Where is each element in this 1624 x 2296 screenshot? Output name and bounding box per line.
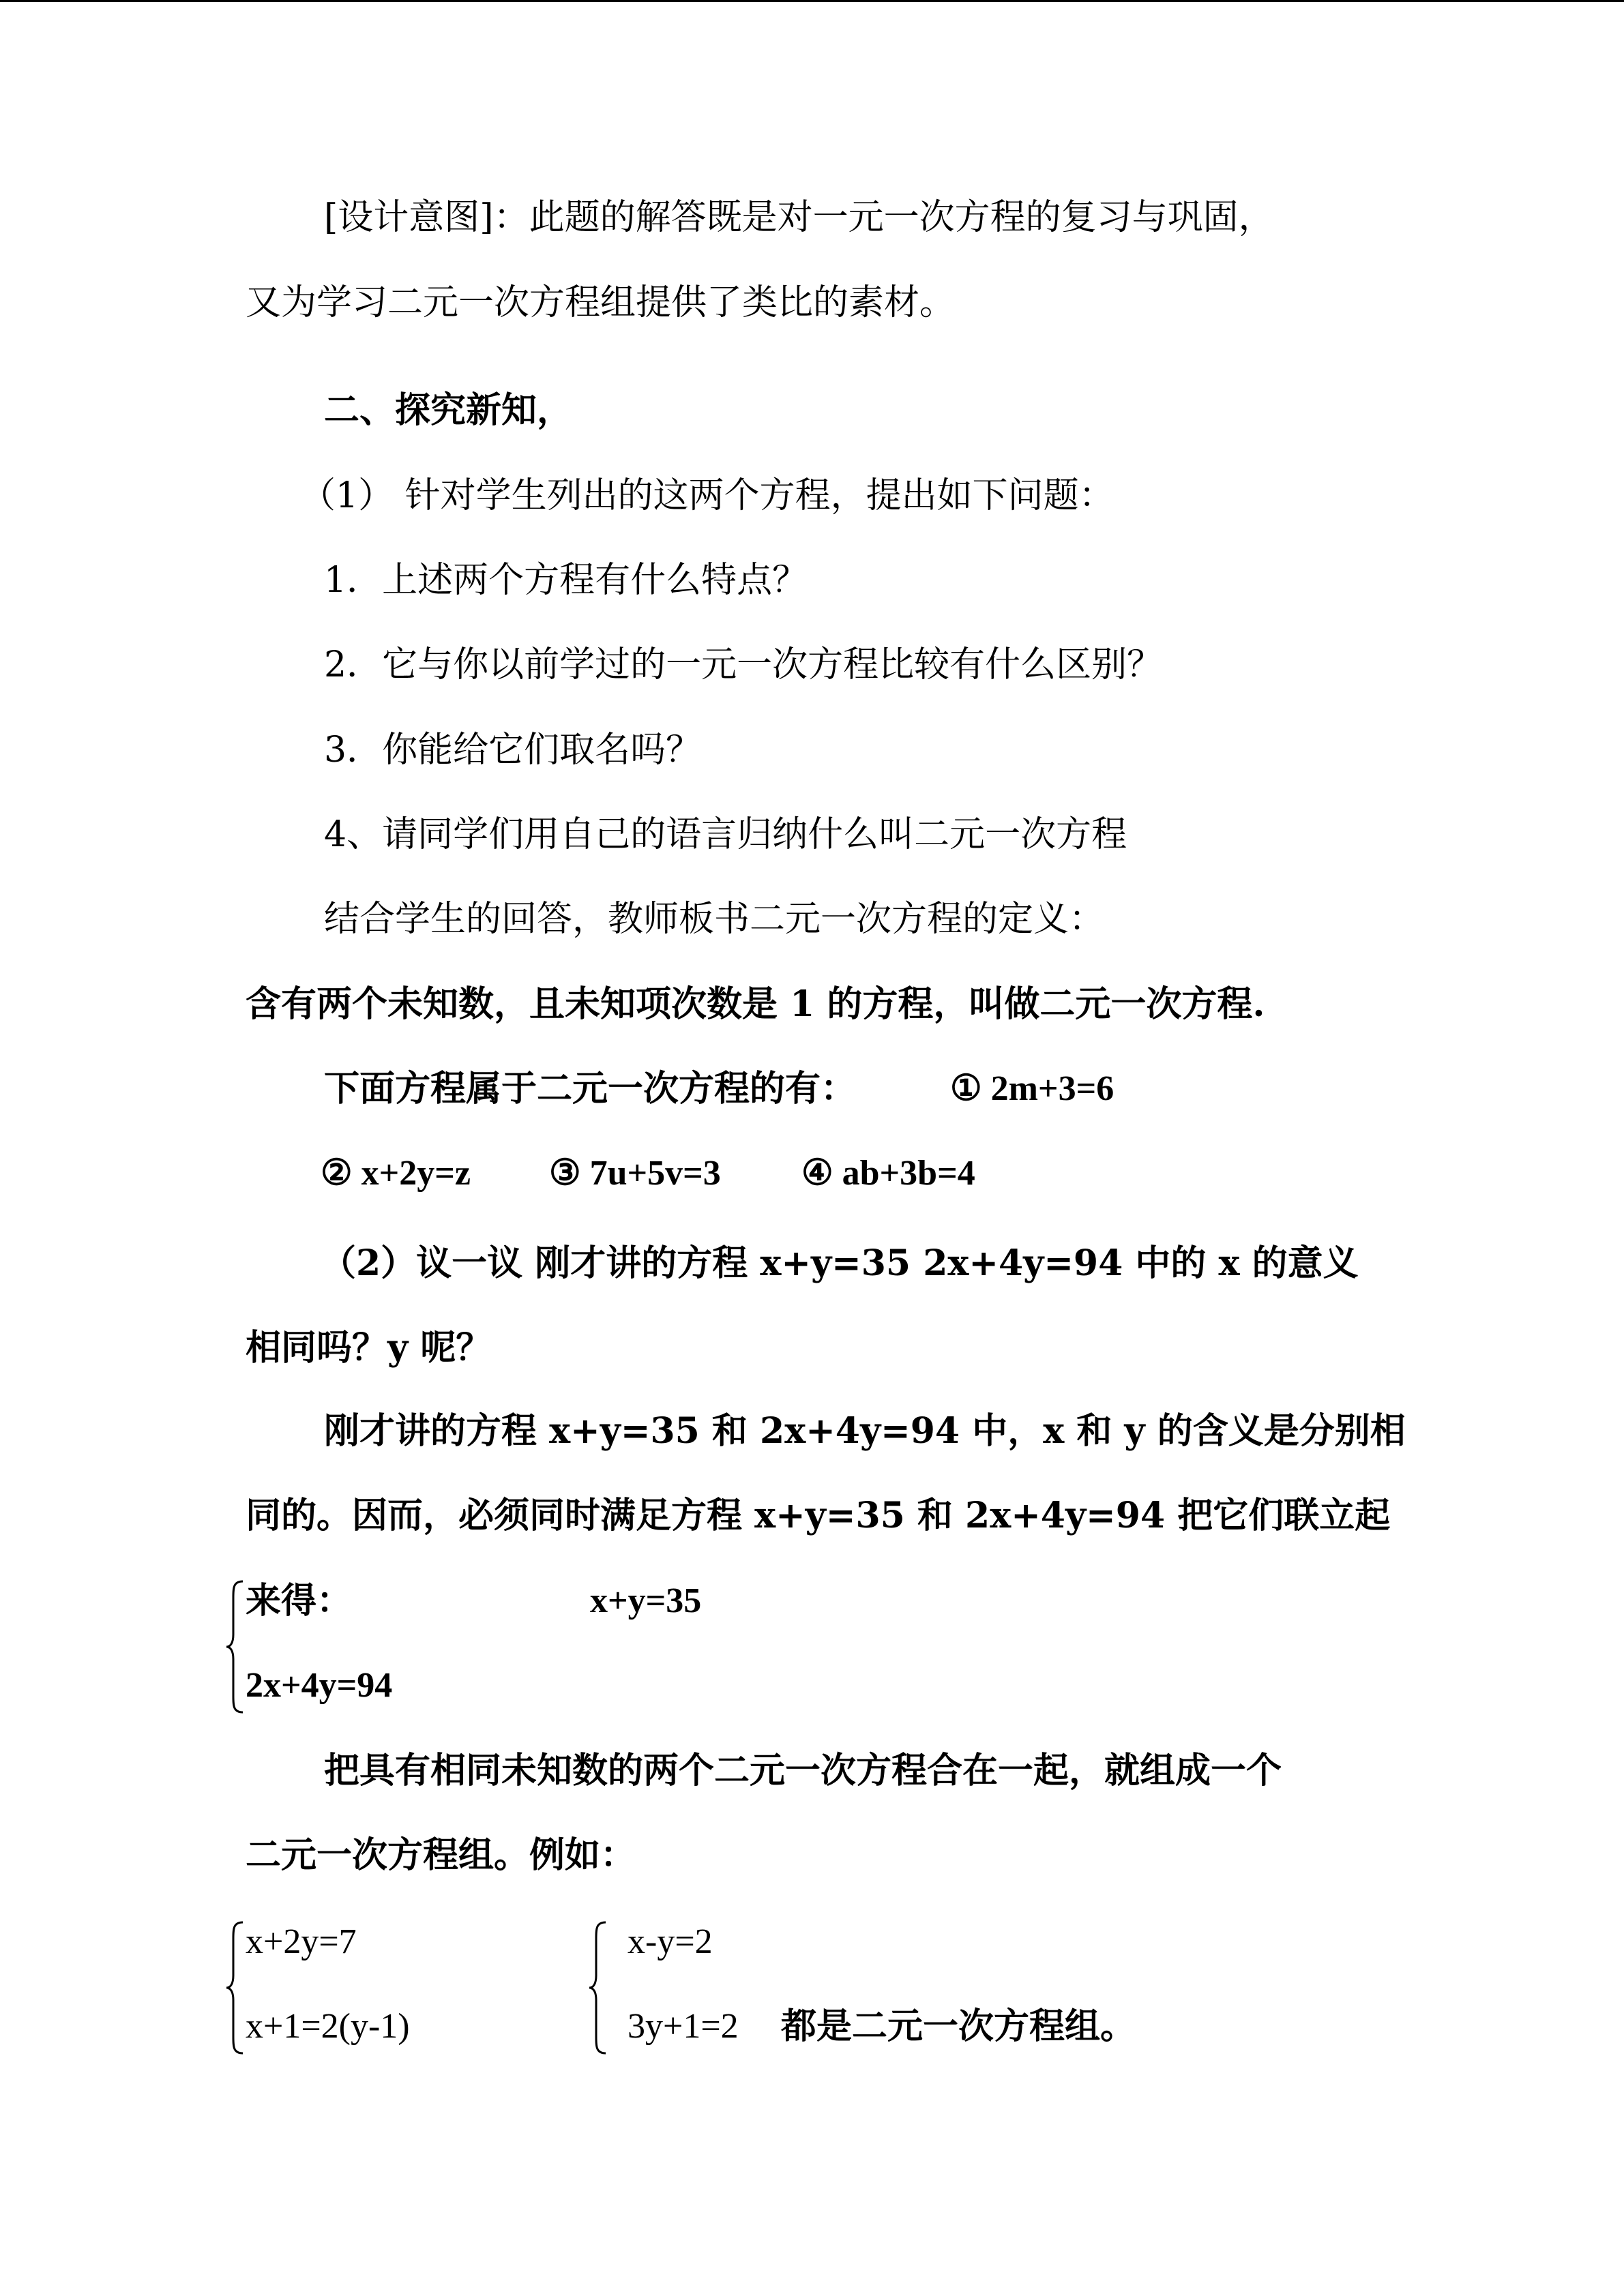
system1-equation-1: x+y=35: [590, 1581, 702, 1620]
design-intent-line-2: 又为学习二元一次方程组提供了类比的素材。: [246, 282, 956, 323]
system2-equation-2: x+1=2(y-1): [246, 2007, 410, 2046]
system2-equation-1: x+2y=7: [246, 1922, 357, 1961]
system3-equation-2: 3y+1=2: [628, 2007, 739, 2046]
question-intro: （1） 针对学生列出的这两个方程，提出如下问题：: [300, 475, 1114, 516]
explain-line-2: 同的。因而，必须同时满足方程 x+y=35 和 2x+4y=94 把它们联立起: [246, 1495, 1391, 1536]
combine-line-1: 把具有相同未知数的两个二元一次方程合在一起，就组成一个: [324, 1750, 1282, 1791]
question-item-3: 3．你能给它们取名吗？: [324, 730, 702, 771]
system1-equation-2: 2x+4y=94: [246, 1666, 393, 1705]
question-item-1: 1．上述两个方程有什么特点？: [324, 560, 808, 601]
design-intent-line-1: [设计意图]：此题的解答既是对一元一次方程的复习与巩固，: [324, 197, 1274, 238]
left-brace-icon: [225, 1920, 246, 2056]
section-heading: 二、探究新知，: [324, 389, 573, 431]
question-item-2: 2．它与你以前学过的一元一次方程比较有什么区别？: [324, 644, 1163, 685]
definition: 含有两个未知数，且未知项次数是 1 的方程，叫做二元一次方程.: [246, 983, 1265, 1025]
left-brace-icon: [588, 1920, 608, 2056]
exercise-intro: 下面方程属于二元一次方程的有：: [324, 1068, 857, 1109]
discuss-line-2: 相同吗？y 呢？: [246, 1327, 492, 1369]
question-item-4: 4、请同学们用自己的语言归纳什么叫二元一次方程: [324, 814, 1127, 855]
exercise-item-1: ① 2m+3=6: [950, 1069, 1114, 1108]
exercise-item-3: ③ 7u+5v=3: [549, 1154, 721, 1193]
system3-equation-1: x-y=2: [628, 1922, 713, 1961]
combine-line-2: 二元一次方程组。例如：: [246, 1834, 636, 1876]
system1-prefix: 来得：: [246, 1580, 353, 1622]
system3-suffix: 都是二元一次方程组。: [781, 2006, 1136, 2047]
teacher-note: 结合学生的回答，教师板书二元一次方程的定义：: [324, 899, 1105, 940]
page-top-border: [0, 0, 1624, 2]
exercise-item-2: ② x+2y=z: [321, 1154, 471, 1193]
explain-line-1: 刚才讲的方程 x+y=35 和 2x+4y=94 中，x 和 y 的含义是分别相: [324, 1410, 1406, 1452]
exercise-item-4: ④ ab+3b=4: [801, 1154, 975, 1193]
left-brace-icon: [225, 1579, 246, 1715]
discuss-line-1: （2）议一议 刚才讲的方程 x+y=35 2x+4y=94 中的 x 的意义: [321, 1242, 1359, 1284]
